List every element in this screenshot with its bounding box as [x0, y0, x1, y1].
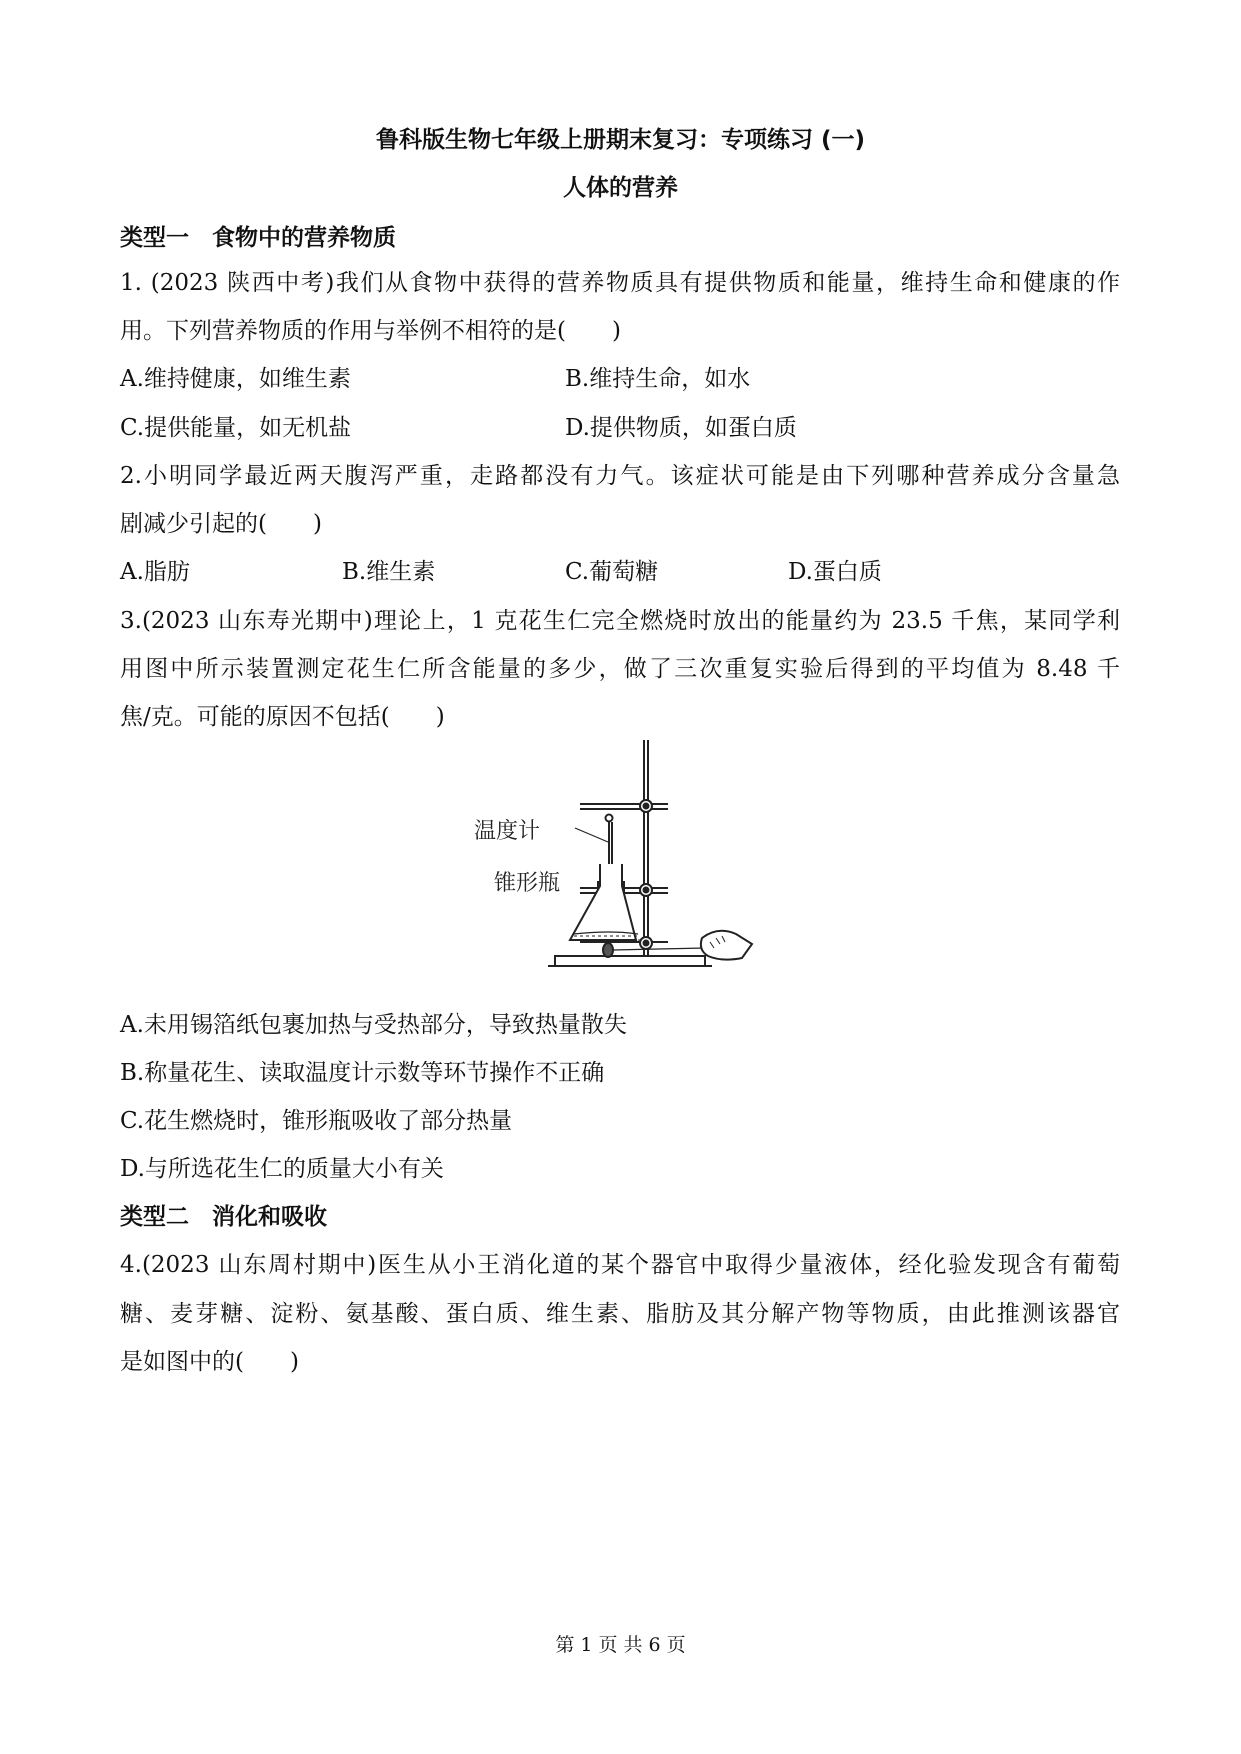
page-subtitle: 人体的营养 — [563, 175, 678, 201]
q2-text-line-2: 剧减少引起的( ) — [120, 511, 322, 537]
conical-flask-icon — [570, 864, 636, 940]
q1-option-a: A.维持健康，如维生素 — [120, 366, 351, 392]
hand-icon — [701, 931, 752, 960]
page-title: 鲁科版生物七年级上册期末复习：专项练习 (一) — [375, 127, 866, 153]
section-heading-1: 类型一 食物中的营养物质 — [120, 225, 396, 251]
q4-text-line-1: 4.(2023 山东周村期中)医生从小王消化道的某个器官中取得少量液体，经化验发现含有葡萄 — [120, 1252, 1120, 1278]
q2-option-b: B.维生素 — [342, 559, 436, 585]
q3-option-c: C.花生燃烧时，锥形瓶吸收了部分热量 — [120, 1108, 513, 1134]
stand-base — [555, 956, 705, 966]
thermometer-label: 温度计 — [473, 819, 540, 844]
q3-text-line-3: 焦/克。可能的原因不包括( ) — [120, 704, 445, 730]
q2-option-a: A.脂肪 — [120, 559, 190, 585]
q1-text-line-2: 用。下列营养物质的作用与举例不相符的是( ) — [120, 318, 621, 344]
q4-text-line-2: 糖、麦芽糖、淀粉、氨基酸、蛋白质、维生素、脂肪及其分解产物等物质，由此推测该器官 — [120, 1301, 1120, 1327]
q1-text-line-1: 1. (2023 陕西中考)我们从食物中获得的营养物质具有提供物质和能量，维持生命和健康的作 — [120, 270, 1120, 296]
q3-option-a: A.未用锡箔纸包裹加热与受热部分，导致热量散失 — [120, 1012, 627, 1038]
thermometer-icon — [606, 815, 613, 822]
q2-text-line-1: 2.小明同学最近两天腹泻严重，走路都没有力气。该症状可能是由下列哪种营养成分含量急 — [120, 463, 1120, 489]
page-footer: 第 1 页 共 6 页 — [555, 1634, 686, 1656]
calorimetry-apparatus-figure — [470, 738, 760, 973]
q3-option-b: B.称量花生、读取温度计示数等环节操作不正确 — [120, 1060, 605, 1086]
q1-option-d: D.提供物质，如蛋白质 — [565, 415, 797, 441]
q1-option-b: B.维持生命，如水 — [565, 366, 751, 392]
flask-label: 锥形瓶 — [493, 871, 560, 896]
q3-option-d: D.与所选花生仁的质量大小有关 — [120, 1156, 444, 1182]
q2-option-c: C.葡萄糖 — [565, 559, 659, 585]
q1-option-c: C.提供能量，如无机盐 — [120, 415, 352, 441]
peanut-flame-icon — [603, 943, 613, 957]
q4-text-line-3: 是如图中的( ) — [120, 1349, 299, 1375]
q3-text-line-2: 用图中所示装置测定花生仁所含能量的多少，做了三次重复实验后得到的平均值为 8.48 千 — [120, 656, 1120, 682]
q3-text-line-1: 3.(2023 山东寿光期中)理论上，1 克花生仁完全燃烧时放出的能量约为 23.5 千焦，某同学利 — [120, 608, 1120, 634]
q2-option-d: D.蛋白质 — [788, 559, 882, 585]
section-heading-2: 类型二 消化和吸收 — [120, 1204, 327, 1230]
